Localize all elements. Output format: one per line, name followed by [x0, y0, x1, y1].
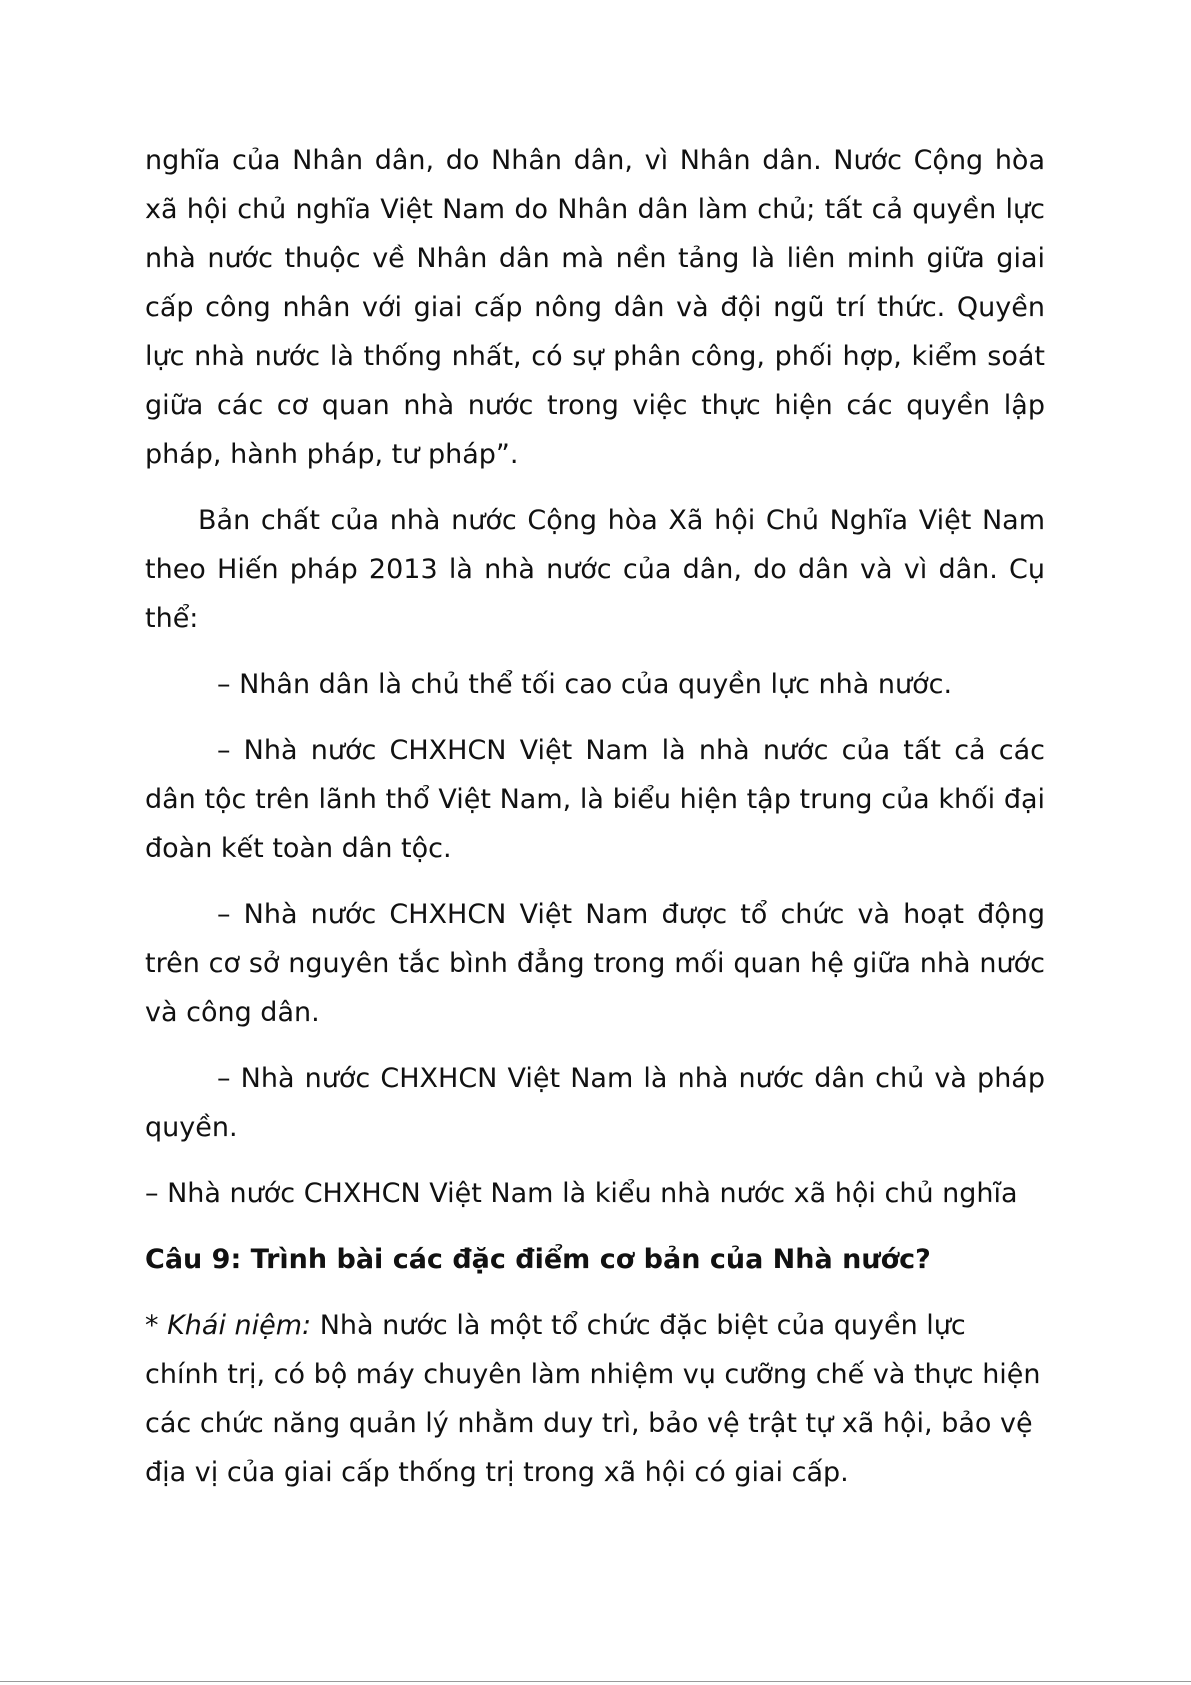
page-bottom-rule — [0, 1681, 1191, 1682]
list-item-socialist-type: – Nhà nước CHXHCN Việt Nam là kiểu nhà nước xã hội chủ nghĩa — [145, 1178, 1018, 1209]
list-item-all-ethnic-groups: – Nhà nước CHXHCN Việt Nam là nhà nước của tất cả các dân tộc trên lãnh thổ Việt Nam, là biểu hiện tập trung của khối đại đoàn kết toàn dân tộc. — [145, 735, 1045, 864]
question-heading: Câu 9: Trình bài các đặc điểm cơ bản của Nhà nước? — [145, 1244, 931, 1275]
document-page — [145, 136, 1045, 1514]
paragraph-nature-of-state: Bản chất của nhà nước Cộng hòa Xã hội Chủ Nghĩa Việt Nam theo Hiến pháp 2013 là nhà nước của dân, do dân và vì dân. Cụ thể: — [145, 505, 1045, 634]
definition-paragraph — [145, 1301, 1045, 1497]
definition-label: * Khái niệm: — [145, 1310, 312, 1341]
list-item-people-supreme: – Nhân dân là chủ thể tối cao của quyền lực nhà nước. — [217, 669, 953, 700]
definition-text: Nhà nước là một tổ chức đặc biệt của quyền lực chính trị, có bộ máy chuyên làm nhiệm vụ cưỡng chế và thực hiện các chức năng quản lý nhằm duy trì, bảo vệ trật tự xã hội, bảo vệ địa vị của giai cấp thống trị trong xã hội có giai cấp. — [145, 1310, 1041, 1488]
paragraph-constitution-quote: nghĩa của Nhân dân, do Nhân dân, vì Nhân dân. Nước Cộng hòa xã hội chủ nghĩa Việt Nam do Nhân dân làm chủ; tất cả quyền lực nhà nước thuộc về Nhân dân mà nền tảng là liên minh giữa giai cấp công nhân với giai cấp nông dân và đội ngũ trí thức. Quyền lực nhà nước là thống nhất, có sự phân công, phối hợp, kiểm soát giữa các cơ quan nhà nước trong việc thực hiện các quyền lập pháp, hành pháp, tư pháp”. — [145, 145, 1045, 470]
list-item-equality-principle: – Nhà nước CHXHCN Việt Nam được tổ chức và hoạt động trên cơ sở nguyên tắc bình đẳng trong mối quan hệ giữa nhà nước và công dân. — [145, 899, 1045, 1028]
list-item-democracy-rule-of-law: – Nhà nước CHXHCN Việt Nam là nhà nước dân chủ và pháp quyền. — [145, 1063, 1045, 1143]
